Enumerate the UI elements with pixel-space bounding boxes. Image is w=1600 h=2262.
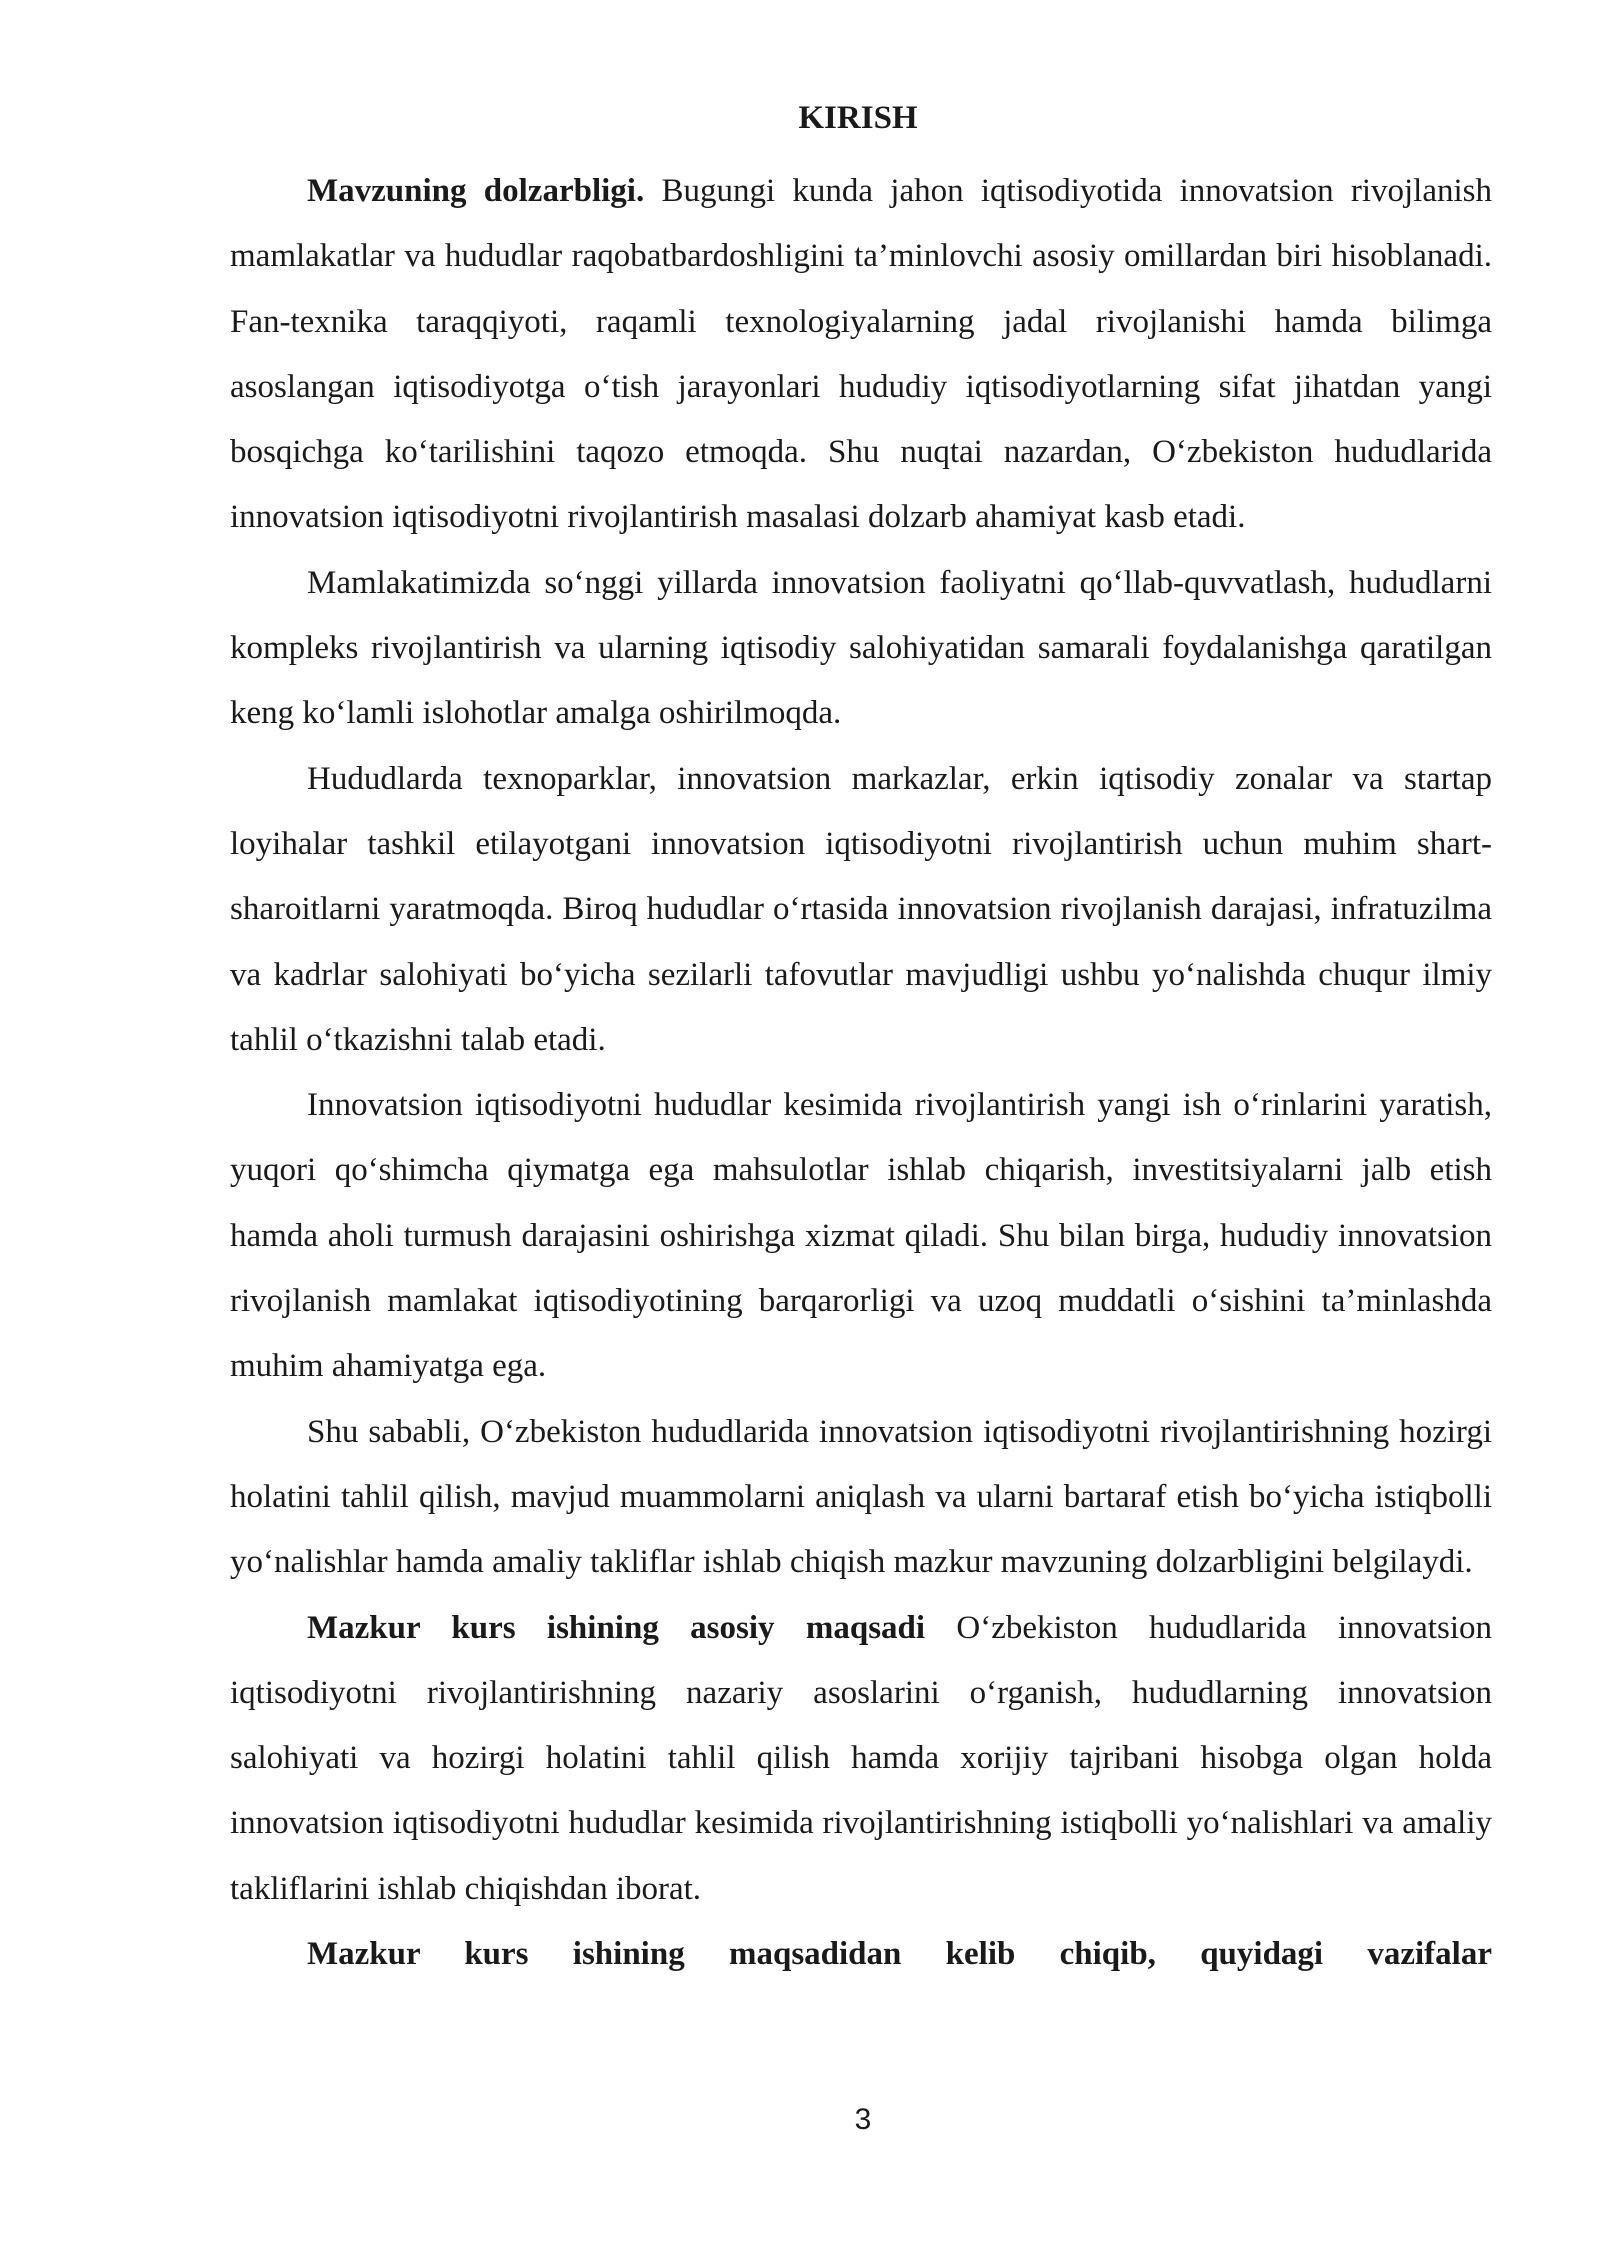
paragraph-tasks bbox=[230, 1922, 1492, 1987]
paragraph-lead: Mazkur kurs ishining maqsadidan kelib chiqib, quyidagi vazifalar bbox=[307, 1936, 1492, 1973]
paragraph-relevance bbox=[230, 159, 1492, 551]
paragraph-regional-development bbox=[230, 1073, 1492, 1399]
paragraph-text: Shu sababli, O‘zbekiston hududlarida innovatsion iqtisodiyotni rivojlantirishning hozirgi holatini tahlil qilish, mavjud muammolarni aniqlash va ularni bartaraf etish bo‘yicha istiqbolli yo‘nalishlar hamda amaliy takliflar ishlab chiqish mazkur mavzuning dolzarbligini belgilaydi. bbox=[230, 1413, 1492, 1581]
page-number: 3 bbox=[854, 2103, 872, 2136]
paragraph-rationale bbox=[230, 1400, 1492, 1596]
paragraph-text: Bugungi kunda jahon iqtisodiyotida innovatsion rivojlanish mamlakatlar va hududlar raqobatbardoshligini ta’minlovchi asosiy omillardan biri hisoblanadi. Fan-texnika taraqqiyoti, raqamli texnologiyalarning jadal rivojlanishi hamda bilimga asoslangan iqtisodiyotga o‘tish jarayonlari hududiy iqtisodiyotlarning sifat jihatdan yangi bosqichga ko‘tarilishini taqozo etmoqda. Shu nuqtai nazardan, O‘zbekiston hududlarida innovatsion iqtisodiyotni rivojlantirish masalasi dolzarb ahamiyat kasb etadi. bbox=[230, 173, 1492, 536]
paragraph-reforms bbox=[230, 551, 1492, 747]
section-title: KIRISH bbox=[798, 100, 918, 136]
paragraph-technoparks bbox=[230, 747, 1492, 1073]
paragraph-text: Hududlarda texnoparklar, innovatsion markazlar, erkin iqtisodiy zonalar va startap loyihalar tashkil etilayotgani innovatsion iqtisodiyotni rivojlantirish uchun muhim shart-sharoitlarni yaratmoqda. Biroq hududlar o‘rtasida innovatsion rivojlanish darajasi, infratuzilma va kadrlar salohiyati bo‘yicha sezilarli tafovutlar mavjudligi ushbu yo‘nalishda chuqur ilmiy tahlil o‘tkazishni talab etadi. bbox=[230, 760, 1492, 1058]
paragraph-goal bbox=[230, 1596, 1492, 1922]
paragraph-lead: Mavzuning dolzarbligi. bbox=[307, 173, 645, 209]
paragraph-text: Mamlakatimizda so‘nggi yillarda innovatsion faoliyatni qo‘llab-quvvatlash, hududlarni kompleks rivojlantirish va ularning iqtisodiy salohiyatidan samarali foydalanishga qaratilgan keng ko‘lamli islohotlar amalga oshirilmoqda. bbox=[230, 564, 1492, 732]
document-body bbox=[230, 159, 1492, 1987]
paragraph-text: O‘zbekiston hududlarida innovatsion iqtisodiyotni rivojlantirishning nazariy asoslarini o‘rganish, hududlarning innovatsion salohiyati va hozirgi holatini tahlil qilish hamda xorijiy tajribani hisobga olgan holda innovatsion iqtisodiyotni hududlar kesimida rivojlantirishning istiqbolli yo‘nalishlari va amaliy takliflarini ishlab chiqishdan iborat. bbox=[230, 1609, 1492, 1907]
paragraph-lead: Mazkur kurs ishining asosiy maqsadi bbox=[307, 1609, 926, 1646]
paragraph-text: Innovatsion iqtisodiyotni hududlar kesimida rivojlantirish yangi ish o‘rinlarini yaratish, yuqori qo‘shimcha qiymatga ega mahsulotlar ishlab chiqarish, investitsiyalarni jalb etish hamda aholi turmush darajasini oshirishga xizmat qiladi. Shu bilan birga, hududiy innovatsion rivojlanish mamlakat iqtisodiyotining barqarorligi va uzoq muddatli o‘sishini ta’minlashda muhim ahamiyatga ega. bbox=[230, 1087, 1492, 1385]
